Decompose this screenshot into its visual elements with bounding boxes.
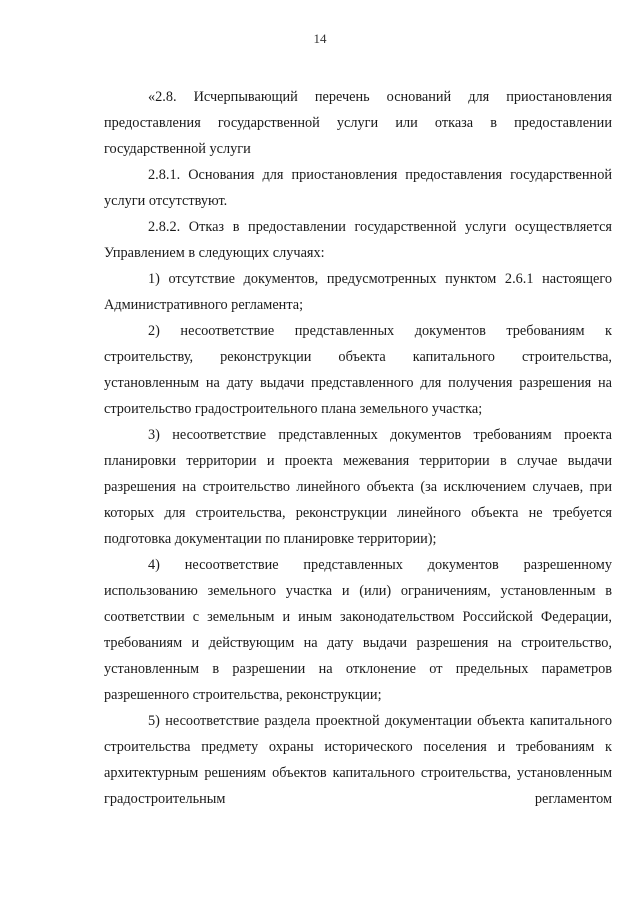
paragraph-2-8-heading: «2.8. Исчерпывающий перечень оснований для приостановления предоставления государственной услуги или отказа в предоставлении государственной услуги — [104, 89, 612, 157]
paragraph-2-8-2: 2.8.2. Отказ в предоставлении государственной услуги осуществляется Управлением в следующих случаях: — [104, 219, 612, 261]
list-item-5: 5) несоответствие раздела проектной документации объекта капитального строительства предмету охраны исторического поселения и требованиям к архитектурным решениям объектов капитального строительства, установленным градостроительным регламентом — [104, 713, 612, 807]
list-item-2: 2) несоответствие представленных документов требованиям к строительству, реконструкции объекта капитального строительства, установленным на дату выдачи представленного для получения разрешения на строительство градостроительного плана земельного участка; — [104, 323, 612, 417]
list-item-4: 4) несоответствие представленных документов разрешенному использованию земельного участка и (или) ограничениям, установленным в соответствии с земельным и иным законодательством Российской Федерации, требованиям и действующим на дату выдачи разрешения на строительство, установленным в разрешении на отклонение от предельных параметров разрешенного строительства, реконструкции; — [104, 557, 612, 703]
list-item-3: 3) несоответствие представленных документов требованиям проекта планировки территории и проекта межевания территории в случае выдачи разрешения на строительство линейного объекта (за исключением случаев, при которых для строительства, реконструкции линейного объекта не требуется подготовка документации по планировке территории); — [104, 427, 612, 547]
paragraph-2-8-1: 2.8.1. Основания для приостановления предоставления государственной услуги отсутствуют. — [104, 167, 612, 209]
page-number: 14 — [313, 31, 327, 46]
list-item-1: 1) отсутствие документов, предусмотренных пунктом 2.6.1 настоящего Административного регламента; — [104, 271, 612, 313]
document-body — [104, 84, 612, 812]
